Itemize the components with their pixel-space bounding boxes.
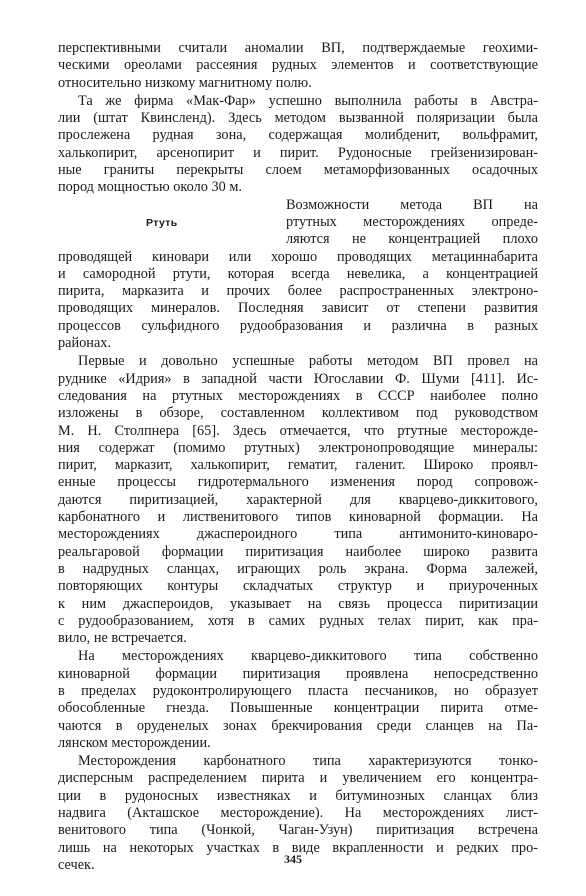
text-line: пирита, марказита и прочих более распространенных электроно- (58, 283, 538, 300)
paragraph-1 (58, 40, 538, 92)
text-line: и самородной ртути, которая всегда невелика, а концентрацией (58, 265, 538, 282)
text-line: вило, не встречается. (58, 630, 187, 647)
text-line: проводящих минералов. Последняя зависит от степени развития (58, 300, 538, 317)
paragraph-3 (58, 249, 538, 353)
text-line: прослежена рудная зона, содержащая молибденит, вольфрамит, (58, 127, 538, 144)
text-line: М. Н. Столпнера [65]. Здесь отмечается, что ртутные месторожде- (58, 422, 538, 439)
text-line: надвига (Акташское месторождение). На месторождениях лист- (58, 805, 538, 822)
text-line: следования на ртутных месторождениях в СССР наиболее полно (58, 387, 538, 404)
text-line: реальгаровой формации пиритизация наиболее широко развита (58, 543, 538, 560)
text-line: лии (штат Квинсленд). Здесь методом вызванной поляризации была (58, 110, 538, 127)
section-mercury (58, 197, 538, 249)
text-line: даются пиритизацией, характерной для кварцево-диккитового, (58, 491, 538, 508)
text-line: лишь на некоторых участках в виде вкрапленности и редких про- (58, 839, 538, 856)
text-line: с рудообразованием, хотя в самих рудных телах пирит, как пра- (58, 612, 538, 629)
text-line: сечек. (58, 856, 95, 873)
text-line: относительно низкому магнитному полю. (58, 74, 312, 91)
text-line: повторяющих контуры складчатых структур и приуроченных (58, 578, 538, 595)
text-line: Возможности метода ВП на (286, 196, 538, 213)
text-line: в надрудных сланцах, играющих роль экрана. Форма залежей, (58, 560, 538, 577)
text-line: карбонатного и лиственитового типов киноварной формации. На (58, 509, 538, 526)
text-line: к ним джаспероидов, указывает на связь процесса пиритизации (58, 595, 538, 612)
paragraph-5 (58, 648, 538, 752)
text-line: ния содержат (помимо ртутных) электронопроводящие минералы: (58, 439, 538, 456)
text-line: ции в рудоносных известняках и битуминозных сланцах близ (58, 787, 538, 804)
paragraph-4 (58, 353, 538, 647)
text-line: лянском месторождении. (58, 734, 211, 751)
text-line: обособленные гнезда. Повышенные концентрации пирита отме- (58, 700, 538, 717)
text-line: енные процессы гидротермального изменения пород сопровож- (58, 474, 538, 491)
text-line: районах. (58, 335, 112, 352)
text-line: месторождениях джаспероидного типа антимонито-киноваро- (58, 526, 538, 543)
text-line: руднике «Идрия» в западной части Югославии Ф. Шуми [411]. Ис- (58, 370, 538, 387)
text-line: ческими ореолами рассеяния рудных элементов и соответствующие (58, 57, 538, 74)
paragraph-2 (58, 93, 538, 197)
text-line: ртутных месторождениях опреде- (286, 213, 538, 230)
text-line: изложены в обзоре, составленном коллективом под руководством (58, 405, 538, 422)
text-line: Месторождения карбонатного типа характеризуются тонко- (78, 753, 538, 770)
text-line: киноварной формации пиритизация проявлена непосредственно (58, 665, 538, 682)
text-line: дисперсным распределением пирита и увеличением его концентра- (58, 770, 538, 787)
text-line: Первые и довольно успешные работы методом ВП провел на (78, 353, 538, 370)
page-number: 345 (284, 852, 302, 866)
text-line: ляются не концентрацией плохо (286, 231, 538, 248)
text-line: пород мощностью около 30 м. (58, 179, 242, 196)
text-line: перспективными считали аномалии ВП, подтверждаемые геохими- (58, 40, 538, 56)
text-line: На месторождениях кварцево-диккитового типа собственно (78, 648, 538, 665)
text-line: ные граниты перекрыты слоем метаморфизованных осадочных (58, 162, 538, 179)
text-line: халькопирит, арсенопирит и пирит. Рудоносные грейзенизирован- (58, 144, 538, 161)
section-heading: Ртуть (146, 216, 178, 229)
text-line: пирит, марказит, халькопирит, гематит, галенит. Широко проявл- (58, 457, 538, 474)
text-line: венитового типа (Чонкой, Чаган-Узун) пиритизация встречена (58, 822, 538, 839)
text-line: в пределах рудоконтролирующего пласта песчаников, но образует (58, 682, 538, 699)
text-line: проводящей киновари или хорошо проводящих метациннабарита (58, 248, 538, 265)
page-body (58, 40, 538, 874)
text-line: Та же фирма «Мак-Фар» успешно выполнила работы в Австра- (78, 92, 538, 109)
text-line: чаются в оруденелых зонах брекчирования среди сланцев на Па- (58, 717, 538, 734)
text-line: процессов сульфидного рудообразования и различна в разных (58, 317, 538, 334)
